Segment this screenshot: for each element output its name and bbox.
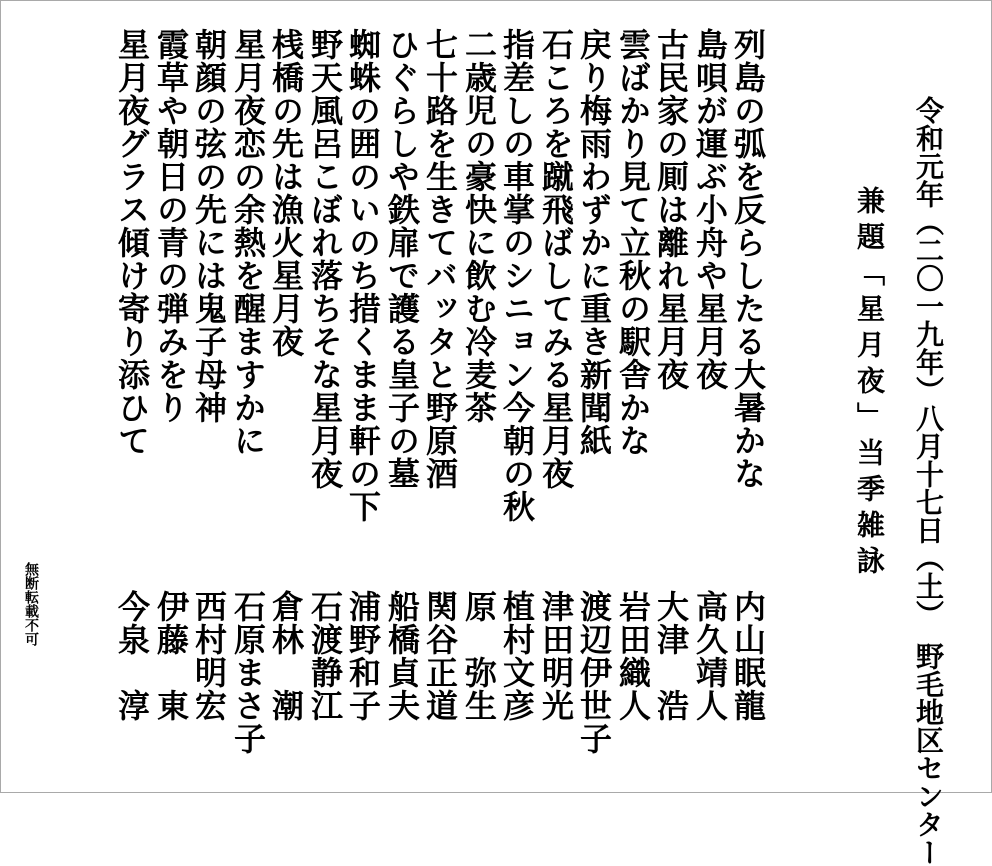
poem-line: 二歳児の豪快に飲む冷麦茶	[460, 28, 498, 424]
poem-author: 大津 浩	[652, 590, 690, 722]
header-theme: 兼題「星月夜」当季雑詠	[853, 186, 886, 582]
poem-line: 島唄が運ぶ小舟や星月夜	[691, 28, 729, 391]
poem-line: 列島の弧を反らしたる大暑かな	[729, 28, 767, 490]
poem-author: 今泉 淳	[113, 590, 151, 722]
poem-line: 桟橋の先は漁火星月夜	[267, 28, 305, 358]
poem-line: 雲ばかり見て立秋の駅舎かな	[614, 28, 652, 457]
poem-author: 内山眠龍	[729, 590, 767, 722]
poem-line: 星月夜グラス傾け寄り添ひて	[113, 28, 151, 457]
poem-author: 関谷正道	[421, 590, 459, 722]
poem-line: ひぐらしや鉄扉で護る皇子の墓	[383, 28, 421, 490]
poem-author: 津田明光	[537, 590, 575, 722]
poem-author: 植村文彦	[498, 590, 536, 722]
poem-author: 高久靖人	[691, 590, 729, 722]
poem-author: 石渡静江	[306, 590, 344, 722]
copyright-notice: 無断転載不可	[23, 562, 39, 646]
poem-author: 西村明宏	[190, 590, 228, 722]
poem-author: 倉林 潮	[267, 590, 305, 722]
poem-line: 霞草や朝日の青の弾みをり	[152, 28, 190, 424]
poem-author: 渡辺伊世子	[575, 590, 613, 755]
poem-author: 石原まさ子	[229, 590, 267, 755]
header-date-venue: 令和元年（二〇一九年）八月十七日（土） 野毛地区センター	[912, 96, 945, 866]
poem-line: 星月夜恋の余熱を醒ますかに	[229, 28, 267, 457]
poem-line: 指差しの車掌のシニョン今朝の秋	[498, 28, 536, 523]
poem-line: 石ころを蹴飛ばしてみる星月夜	[537, 28, 575, 490]
poem-line: 古民家の厠は離れ星月夜	[652, 28, 690, 391]
poem-author: 岩田織人	[614, 590, 652, 722]
poem-author: 原 弥生	[460, 590, 498, 722]
poem-line: 七十路を生きてバッタと野原酒	[421, 28, 459, 490]
poem-line: 朝顔の弦の先には鬼子母神	[190, 28, 228, 424]
poem-line: 戻り梅雨わずかに重き新聞紙	[575, 28, 613, 457]
poem-author: 浦野和子	[344, 590, 382, 722]
poem-line: 野天風呂こぼれ落ちそな星月夜	[306, 28, 344, 490]
poem-line: 蜘蛛の囲のいのち措くまま軒の下	[344, 28, 382, 523]
poem-author: 船橋貞夫	[383, 590, 421, 722]
poem-author: 伊藤 東	[152, 590, 190, 722]
